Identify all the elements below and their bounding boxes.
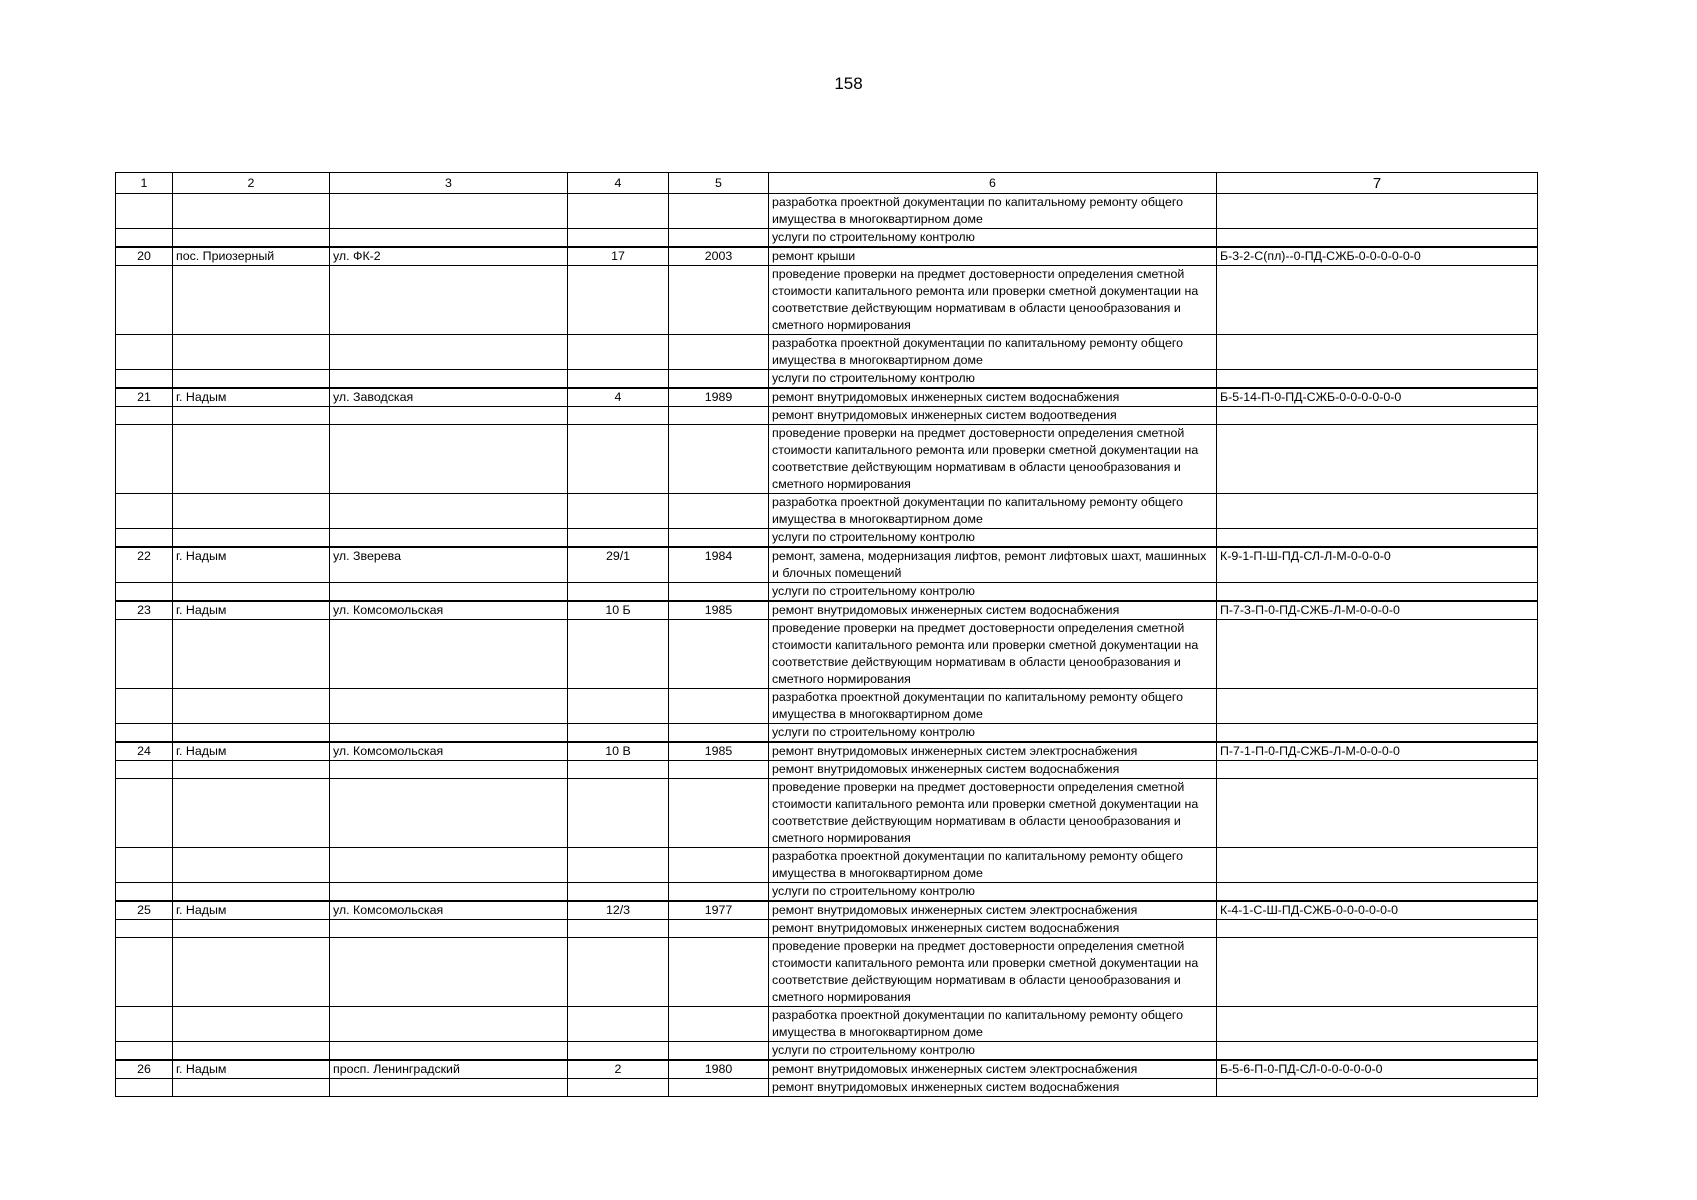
work-type-cell: разработка проектной документации по капитальному ремонту общего имущества в многоквартирном доме (769, 1007, 1217, 1042)
table-row (116, 848, 1538, 883)
settlement-cell (173, 266, 330, 335)
work-type-cell: разработка проектной документации по капитальному ремонту общего имущества в многоквартирном доме (769, 335, 1217, 370)
building-code-cell (1217, 370, 1538, 389)
settlement-cell (173, 689, 330, 724)
table-row (116, 194, 1538, 229)
street-cell: ул. Комсомольская (330, 742, 568, 761)
house-number-cell: 4 (568, 388, 669, 407)
building-code-cell: К-4-1-С-Ш-ПД-СЖБ-0-0-0-0-0-0 (1217, 901, 1538, 920)
year-cell: 1989 (669, 388, 769, 407)
work-type-cell: ремонт внутридомовых инженерных систем электроснабжения (769, 1060, 1217, 1079)
building-code-cell (1217, 529, 1538, 548)
work-type-cell: разработка проектной документации по капитальному ремонту общего имущества в многоквартирном доме (769, 194, 1217, 229)
street-cell: ул. ФК-2 (330, 247, 568, 266)
street-cell (330, 938, 568, 1007)
work-type-cell: ремонт внутридомовых инженерных систем водоснабжения (769, 601, 1217, 620)
row-number-cell (116, 761, 173, 779)
street-cell (330, 1079, 568, 1097)
settlement-cell: г. Надым (173, 901, 330, 920)
street-cell (330, 229, 568, 248)
row-number-cell (116, 335, 173, 370)
house-number-cell (568, 425, 669, 494)
column-header-6: 6 (769, 173, 1217, 194)
settlement-cell (173, 1007, 330, 1042)
street-cell (330, 620, 568, 689)
row-number-cell: 24 (116, 742, 173, 761)
building-code-cell: Б-3-2-С(пл)--0-ПД-СЖБ-0-0-0-0-0-0 (1217, 247, 1538, 266)
street-cell (330, 194, 568, 229)
year-cell (669, 779, 769, 848)
building-code-cell (1217, 494, 1538, 529)
row-number-cell (116, 583, 173, 602)
settlement-cell (173, 938, 330, 1007)
house-number-cell (568, 335, 669, 370)
settlement-cell (173, 229, 330, 248)
row-number-cell (116, 883, 173, 902)
row-number-cell (116, 407, 173, 425)
row-number-cell (116, 529, 173, 548)
settlement-cell: г. Надым (173, 1060, 330, 1079)
table-row (116, 247, 1538, 266)
settlement-cell (173, 848, 330, 883)
year-cell (669, 883, 769, 902)
work-type-cell: ремонт внутридомовых инженерных систем водоотведения (769, 407, 1217, 425)
year-cell (669, 724, 769, 743)
table-row (116, 1042, 1538, 1061)
table-row (116, 742, 1538, 761)
building-code-cell (1217, 779, 1538, 848)
street-cell (330, 883, 568, 902)
year-cell (669, 848, 769, 883)
building-code-cell (1217, 194, 1538, 229)
work-type-cell: проведение проверки на предмет достоверности определения сметной стоимости капитального ремонта или проверки сметной документации на соответствие действующим нормативам в области ценообразования и сметного нормирования (769, 938, 1217, 1007)
street-cell (330, 761, 568, 779)
settlement-cell: г. Надым (173, 547, 330, 583)
table-row (116, 1060, 1538, 1079)
table-row (116, 883, 1538, 902)
building-code-cell (1217, 1007, 1538, 1042)
year-cell (669, 920, 769, 938)
building-code-cell: Б-5-6-П-0-ПД-СЛ-0-0-0-0-0-0 (1217, 1060, 1538, 1079)
table-row (116, 1079, 1538, 1097)
house-number-cell (568, 1079, 669, 1097)
house-number-cell (568, 229, 669, 248)
row-number-cell (116, 194, 173, 229)
house-number-cell (568, 761, 669, 779)
building-code-cell (1217, 724, 1538, 743)
column-header-7: 7 (1217, 173, 1538, 194)
header-row (116, 173, 1538, 194)
house-number-cell (568, 920, 669, 938)
house-number-cell (568, 938, 669, 1007)
year-cell (669, 194, 769, 229)
street-cell (330, 848, 568, 883)
table-row (116, 724, 1538, 743)
house-number-cell: 12/3 (568, 901, 669, 920)
street-cell: просп. Ленинградский (330, 1060, 568, 1079)
building-code-cell (1217, 920, 1538, 938)
work-type-cell: ремонт, замена, модернизация лифтов, ремонт лифтовых шахт, машинных и блочных помещений (769, 547, 1217, 583)
year-cell (669, 1007, 769, 1042)
table-row (116, 529, 1538, 548)
settlement-cell: г. Надым (173, 601, 330, 620)
year-cell: 1977 (669, 901, 769, 920)
building-code-cell (1217, 938, 1538, 1007)
house-number-cell: 17 (568, 247, 669, 266)
year-cell (669, 1079, 769, 1097)
street-cell (330, 494, 568, 529)
house-number-cell (568, 620, 669, 689)
building-code-cell: К-9-1-П-Ш-ПД-СЛ-Л-М-0-0-0-0 (1217, 547, 1538, 583)
building-code-cell: П-7-3-П-0-ПД-СЖБ-Л-М-0-0-0-0 (1217, 601, 1538, 620)
work-type-cell: ремонт внутридомовых инженерных систем водоснабжения (769, 761, 1217, 779)
column-header-5: 5 (669, 173, 769, 194)
year-cell (669, 761, 769, 779)
building-code-cell (1217, 266, 1538, 335)
house-number-cell: 10 В (568, 742, 669, 761)
building-code-cell (1217, 229, 1538, 248)
table-row (116, 920, 1538, 938)
building-code-cell (1217, 620, 1538, 689)
house-number-cell: 2 (568, 1060, 669, 1079)
table-row (116, 407, 1538, 425)
settlement-cell (173, 335, 330, 370)
work-type-cell: ремонт внутридомовых инженерных систем водоснабжения (769, 388, 1217, 407)
street-cell: ул. Комсомольская (330, 901, 568, 920)
row-number-cell (116, 1007, 173, 1042)
work-type-cell: проведение проверки на предмет достоверности определения сметной стоимости капитального ремонта или проверки сметной документации на соответствие действующим нормативам в области ценообразования и сметного нормирования (769, 425, 1217, 494)
work-type-cell: ремонт внутридомовых инженерных систем водоснабжения (769, 920, 1217, 938)
column-header-2: 2 (173, 173, 330, 194)
building-code-cell: Б-5-14-П-0-ПД-СЖБ-0-0-0-0-0-0 (1217, 388, 1538, 407)
street-cell: ул. Комсомольская (330, 601, 568, 620)
street-cell (330, 689, 568, 724)
building-code-cell (1217, 883, 1538, 902)
row-number-cell (116, 724, 173, 743)
work-type-cell: услуги по строительному контролю (769, 1042, 1217, 1061)
building-code-cell (1217, 583, 1538, 602)
row-number-cell (116, 779, 173, 848)
work-type-cell: проведение проверки на предмет достоверности определения сметной стоимости капитального ремонта или проверки сметной документации на соответствие действующим нормативам в области ценообразования и сметного нормирования (769, 266, 1217, 335)
street-cell (330, 779, 568, 848)
street-cell (330, 529, 568, 548)
settlement-cell: г. Надым (173, 742, 330, 761)
building-code-cell (1217, 761, 1538, 779)
house-number-cell (568, 689, 669, 724)
table-row (116, 601, 1538, 620)
building-code-cell: П-7-1-П-0-ПД-СЖБ-Л-М-0-0-0-0 (1217, 742, 1538, 761)
settlement-cell (173, 883, 330, 902)
row-number-cell: 26 (116, 1060, 173, 1079)
building-code-cell (1217, 1042, 1538, 1061)
table-row (116, 901, 1538, 920)
street-cell (330, 1042, 568, 1061)
table-row (116, 547, 1538, 583)
street-cell (330, 370, 568, 389)
year-cell (669, 689, 769, 724)
house-number-cell (568, 266, 669, 335)
row-number-cell (116, 494, 173, 529)
street-cell (330, 407, 568, 425)
settlement-cell (173, 370, 330, 389)
work-type-cell: ремонт крыши (769, 247, 1217, 266)
settlement-cell (173, 407, 330, 425)
table-row (116, 1007, 1538, 1042)
row-number-cell (116, 1079, 173, 1097)
house-number-cell (568, 1042, 669, 1061)
work-type-cell: услуги по строительному контролю (769, 883, 1217, 902)
settlement-cell: г. Надым (173, 388, 330, 407)
year-cell (669, 425, 769, 494)
row-number-cell (116, 425, 173, 494)
row-number-cell: 23 (116, 601, 173, 620)
settlement-cell (173, 724, 330, 743)
settlement-cell (173, 529, 330, 548)
building-code-cell (1217, 1079, 1538, 1097)
house-number-cell (568, 583, 669, 602)
table-row (116, 425, 1538, 494)
street-cell (330, 425, 568, 494)
year-cell (669, 335, 769, 370)
work-type-cell: ремонт внутридомовых инженерных систем водоснабжения (769, 1079, 1217, 1097)
year-cell (669, 1042, 769, 1061)
column-header-1: 1 (116, 173, 173, 194)
building-code-cell (1217, 848, 1538, 883)
row-number-cell (116, 229, 173, 248)
row-number-cell: 22 (116, 547, 173, 583)
street-cell (330, 724, 568, 743)
table-row (116, 620, 1538, 689)
row-number-cell (116, 848, 173, 883)
year-cell (669, 266, 769, 335)
year-cell (669, 529, 769, 548)
house-number-cell (568, 194, 669, 229)
work-type-cell: услуги по строительному контролю (769, 229, 1217, 248)
house-number-cell (568, 494, 669, 529)
street-cell (330, 335, 568, 370)
table-row (116, 583, 1538, 602)
table-row (116, 266, 1538, 335)
table-row (116, 335, 1538, 370)
row-number-cell (116, 1042, 173, 1061)
row-number-cell: 20 (116, 247, 173, 266)
work-type-cell: ремонт внутридомовых инженерных систем электроснабжения (769, 901, 1217, 920)
house-number-cell (568, 779, 669, 848)
house-number-cell (568, 848, 669, 883)
street-cell: ул. Зверева (330, 547, 568, 583)
row-number-cell (116, 920, 173, 938)
year-cell: 2003 (669, 247, 769, 266)
row-number-cell (116, 689, 173, 724)
street-cell (330, 1007, 568, 1042)
table-body (116, 194, 1538, 1097)
building-code-cell (1217, 335, 1538, 370)
building-code-cell (1217, 425, 1538, 494)
building-code-cell (1217, 689, 1538, 724)
table-row (116, 229, 1538, 248)
year-cell (669, 938, 769, 1007)
year-cell (669, 407, 769, 425)
street-cell (330, 920, 568, 938)
table-row (116, 761, 1538, 779)
row-number-cell (116, 370, 173, 389)
street-cell (330, 583, 568, 602)
table-row (116, 779, 1538, 848)
house-number-cell (568, 529, 669, 548)
work-type-cell: разработка проектной документации по капитальному ремонту общего имущества в многоквартирном доме (769, 848, 1217, 883)
settlement-cell (173, 761, 330, 779)
table-row (116, 388, 1538, 407)
house-number-cell (568, 883, 669, 902)
house-number-cell (568, 724, 669, 743)
settlement-cell (173, 1079, 330, 1097)
row-number-cell: 25 (116, 901, 173, 920)
work-type-cell: разработка проектной документации по капитальному ремонту общего имущества в многоквартирном доме (769, 689, 1217, 724)
table-row (116, 689, 1538, 724)
year-cell: 1984 (669, 547, 769, 583)
year-cell: 1980 (669, 1060, 769, 1079)
row-number-cell (116, 938, 173, 1007)
settlement-cell (173, 1042, 330, 1061)
street-cell: ул. Заводская (330, 388, 568, 407)
capital-repair-table (115, 172, 1538, 1097)
column-header-4: 4 (568, 173, 669, 194)
work-type-cell: услуги по строительному контролю (769, 724, 1217, 743)
table-row (116, 938, 1538, 1007)
column-header-3: 3 (330, 173, 568, 194)
work-type-cell: проведение проверки на предмет достоверности определения сметной стоимости капитального ремонта или проверки сметной документации на соответствие действующим нормативам в области ценообразования и сметного нормирования (769, 779, 1217, 848)
work-type-cell: услуги по строительному контролю (769, 583, 1217, 602)
work-type-cell: разработка проектной документации по капитальному ремонту общего имущества в многоквартирном доме (769, 494, 1217, 529)
work-type-cell: ремонт внутридомовых инженерных систем электроснабжения (769, 742, 1217, 761)
settlement-cell (173, 620, 330, 689)
page-number: 158 (834, 74, 863, 93)
work-type-cell: проведение проверки на предмет достоверности определения сметной стоимости капитального ремонта или проверки сметной документации на соответствие действующим нормативам в области ценообразования и сметного нормирования (769, 620, 1217, 689)
row-number-cell (116, 266, 173, 335)
year-cell: 1985 (669, 601, 769, 620)
year-cell (669, 229, 769, 248)
year-cell (669, 583, 769, 602)
work-type-cell: услуги по строительному контролю (769, 529, 1217, 548)
settlement-cell (173, 194, 330, 229)
house-number-cell (568, 370, 669, 389)
year-cell (669, 620, 769, 689)
table-row (116, 370, 1538, 389)
work-type-cell: услуги по строительному контролю (769, 370, 1217, 389)
year-cell (669, 494, 769, 529)
year-cell: 1985 (669, 742, 769, 761)
settlement-cell (173, 583, 330, 602)
row-number-cell (116, 620, 173, 689)
street-cell (330, 266, 568, 335)
table-row (116, 494, 1538, 529)
house-number-cell (568, 407, 669, 425)
house-number-cell (568, 1007, 669, 1042)
settlement-cell (173, 494, 330, 529)
building-code-cell (1217, 407, 1538, 425)
settlement-cell (173, 779, 330, 848)
row-number-cell: 21 (116, 388, 173, 407)
year-cell (669, 370, 769, 389)
settlement-cell (173, 425, 330, 494)
settlement-cell (173, 920, 330, 938)
house-number-cell: 10 Б (568, 601, 669, 620)
settlement-cell: пос. Приозерный (173, 247, 330, 266)
house-number-cell: 29/1 (568, 547, 669, 583)
